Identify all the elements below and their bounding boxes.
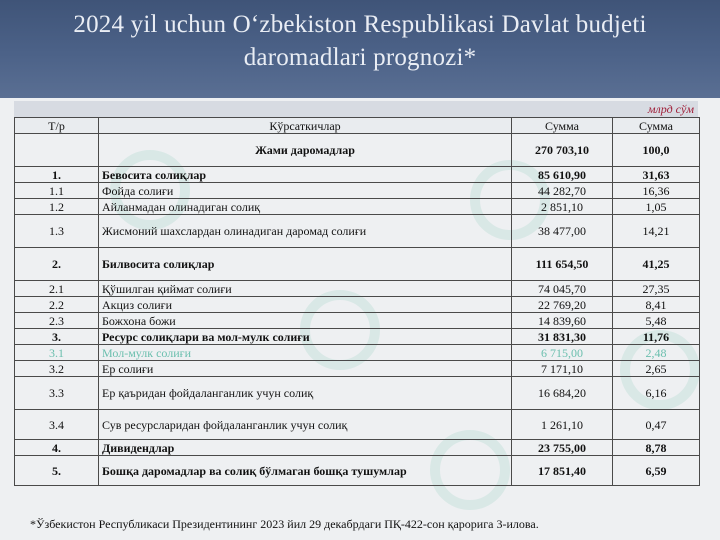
row-amount: 6 715,00 (512, 345, 613, 361)
row-share: 5,48 (613, 313, 700, 329)
row-name: Ресурс солиқлари ва мол-мулк солиғи (99, 329, 512, 345)
row-amount: 38 477,00 (512, 215, 613, 248)
row-name: Мол-мулк солиғи (99, 345, 512, 361)
row-amount: 7 171,10 (512, 361, 613, 377)
row-amount: 22 769,20 (512, 297, 613, 313)
row-amount: 111 654,50 (512, 248, 613, 281)
table-row (15, 456, 700, 486)
row-share: 6,16 (613, 377, 700, 410)
row-number: 2.2 (15, 297, 99, 313)
row-number: 4. (15, 440, 99, 456)
row-amount: 31 831,30 (512, 329, 613, 345)
table-row (15, 361, 700, 377)
title-line-2: daromadlari prognozi* (243, 44, 477, 71)
row-name: Ер қаъридан фойдаланганлик учун солиқ (99, 377, 512, 410)
row-number: 1.2 (15, 199, 99, 215)
table-row (15, 167, 700, 183)
total-row (15, 134, 700, 167)
row-share: 2,48 (613, 345, 700, 361)
row-name: Сув ресурсларидан фойдаланганлик учун солиқ (99, 410, 512, 440)
budget-table (14, 117, 700, 486)
row-name: Дивидендлар (99, 440, 512, 456)
row-share: 11,76 (613, 329, 700, 345)
row-name: Айланмадан олинадиган солиқ (99, 199, 512, 215)
footnote: *Ўзбекистон Республикаси Президентининг 2023 йил 29 декабрдаги ПҚ-422-сон қарорига 3-илова. (30, 517, 539, 531)
row-share: 27,35 (613, 281, 700, 297)
row-name: Бошқа даромадлар ва солиқ бўлмаган бошқа тушумлар (99, 456, 512, 486)
total-label: Жами даромадлар (99, 134, 512, 167)
row-number: 3. (15, 329, 99, 345)
table-row (15, 410, 700, 440)
row-amount: 85 610,90 (512, 167, 613, 183)
row-share: 14,21 (613, 215, 700, 248)
row-share: 8,41 (613, 297, 700, 313)
row-number: 3.4 (15, 410, 99, 440)
row-name: Билвосита солиқлар (99, 248, 512, 281)
total-share: 100,0 (613, 134, 700, 167)
row-number: 5. (15, 456, 99, 486)
row-number: 3.3 (15, 377, 99, 410)
table-row (15, 297, 700, 313)
table-row (15, 281, 700, 297)
row-number: 1.3 (15, 215, 99, 248)
row-share: 6,59 (613, 456, 700, 486)
row-number: 2. (15, 248, 99, 281)
header-tp: Т/р (15, 118, 99, 134)
header-sum: Сумма (512, 118, 613, 134)
table-row (15, 345, 700, 361)
row-name: Жисмоний шахслардан олинадиган даромад солиғи (99, 215, 512, 248)
table-row (15, 313, 700, 329)
title-line-1: 2024 yil uchun O‘zbekiston Respublikasi Davlat budjeti (73, 11, 647, 38)
row-share: 8,78 (613, 440, 700, 456)
table-row (15, 215, 700, 248)
header-name: Кўрсаткичлар (99, 118, 512, 134)
row-amount: 17 851,40 (512, 456, 613, 486)
row-amount: 74 045,70 (512, 281, 613, 297)
table-row (15, 248, 700, 281)
table-row (15, 329, 700, 345)
row-name: Божхона божи (99, 313, 512, 329)
row-number: 2.1 (15, 281, 99, 297)
row-name: Ер солиғи (99, 361, 512, 377)
row-share: 41,25 (613, 248, 700, 281)
unit-label: млрд сўм (647, 102, 694, 116)
row-number: 3.2 (15, 361, 99, 377)
row-name: Бевосита солиқлар (99, 167, 512, 183)
row-amount: 14 839,60 (512, 313, 613, 329)
table-row (15, 440, 700, 456)
total-amount: 270 703,10 (512, 134, 613, 167)
page-title (0, 8, 720, 74)
row-share: 2,65 (613, 361, 700, 377)
row-share: 31,63 (613, 167, 700, 183)
row-name: Акциз солиғи (99, 297, 512, 313)
header-sum-share: Сумма (613, 118, 700, 134)
row-number: 3.1 (15, 345, 99, 361)
row-name: Фойда солиғи (99, 183, 512, 199)
row-number: 1. (15, 167, 99, 183)
title-banner (0, 0, 720, 98)
row-number: 2.3 (15, 313, 99, 329)
row-share: 16,36 (613, 183, 700, 199)
row-share: 1,05 (613, 199, 700, 215)
row-name: Қўшилган қиймат солиғи (99, 281, 512, 297)
row-amount: 23 755,00 (512, 440, 613, 456)
unit-row (14, 101, 698, 117)
row-amount: 2 851,10 (512, 199, 613, 215)
row-amount: 44 282,70 (512, 183, 613, 199)
row-amount: 16 684,20 (512, 377, 613, 410)
table-row (15, 183, 700, 199)
table-row (15, 199, 700, 215)
row-share: 0,47 (613, 410, 700, 440)
table-row (15, 377, 700, 410)
table-header-row (15, 118, 700, 134)
row-number: 1.1 (15, 183, 99, 199)
row-amount: 1 261,10 (512, 410, 613, 440)
